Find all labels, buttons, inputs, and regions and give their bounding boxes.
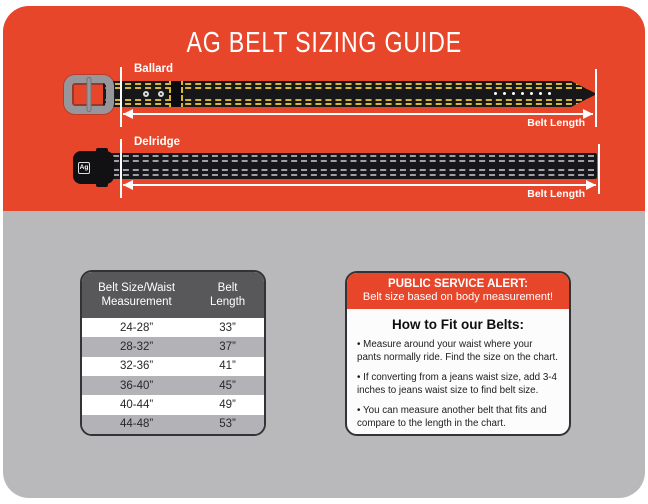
- alert-body: [347, 309, 569, 431]
- ballard-buckle: [64, 75, 114, 114]
- belt-holes: [494, 92, 551, 95]
- stitch-line: [113, 174, 594, 176]
- size-cell: 24-28”: [119, 321, 154, 334]
- table-body: [82, 318, 264, 434]
- col-header-length: Belt Length: [209, 281, 246, 308]
- size-chart-table: [80, 270, 266, 436]
- buckle-prong: [87, 77, 92, 112]
- length-cell: 53”: [219, 418, 236, 431]
- belt-hole: [143, 91, 149, 97]
- page-title-text: AG BELT SIZING GUIDE: [186, 27, 462, 59]
- length-cell: 45”: [219, 379, 236, 392]
- size-cell: 40-44”: [119, 398, 154, 411]
- alert-subtitle: Belt size based on body measurement!: [362, 291, 554, 303]
- page-title: [3, 27, 645, 60]
- length-cell: 33”: [219, 321, 236, 334]
- table-row: [82, 395, 264, 414]
- stitch-line: [113, 160, 594, 162]
- howto-heading: How to Fit our Belts:: [392, 317, 524, 332]
- tip-item: • You can measure another belt that fits and compare to the length in the chart.: [357, 405, 559, 431]
- ag-logo: Ag: [78, 162, 90, 174]
- table-header: [82, 272, 264, 318]
- ballard-strap: [103, 81, 597, 107]
- stitch-line: [113, 169, 594, 171]
- measure-line-start: [120, 139, 122, 198]
- belt-keeper: [169, 79, 183, 109]
- alert-box: [345, 271, 571, 436]
- alert-header: [347, 273, 569, 309]
- stitch-line: [113, 155, 594, 157]
- belt-hole: [158, 91, 164, 97]
- table-row: [82, 415, 264, 434]
- delridge-strap: [110, 153, 597, 179]
- length-arrow: [123, 184, 596, 186]
- table-row: [82, 376, 264, 395]
- length-cell: 49”: [219, 398, 236, 411]
- tips-list: [357, 339, 559, 431]
- size-cell: 28-32”: [119, 340, 154, 353]
- length-cell: 41”: [219, 360, 236, 373]
- ballard-name-label: Ballard: [134, 63, 173, 75]
- belt-length-label: Belt Length: [527, 117, 585, 129]
- delridge-buckle: [73, 151, 114, 184]
- col-header-size: Belt Size/Waist Measurement: [98, 281, 176, 308]
- measure-line-end: [595, 69, 597, 127]
- table-row: [82, 337, 264, 356]
- delridge-name-label: Delridge: [134, 136, 181, 148]
- length-arrow: [123, 113, 593, 115]
- tip-item: • Measure around your waist where your pants normally ride. Find the size on the chart.: [357, 339, 559, 365]
- table-row: [82, 318, 264, 337]
- measure-line-end: [598, 144, 600, 194]
- belt-length-label: Belt Length: [527, 188, 585, 200]
- measure-line-start: [120, 67, 122, 127]
- size-cell: 36-40”: [119, 379, 154, 392]
- tip-item: • If converting from a jeans waist size, add 3-4 inches to jeans waist size to find belt size.: [357, 372, 559, 398]
- alert-title: PUBLIC SERVICE ALERT:: [388, 278, 528, 290]
- sizing-guide-card: [3, 6, 645, 498]
- hero-section: [3, 6, 645, 211]
- size-cell: 44-48”: [119, 418, 154, 431]
- size-cell: 32-36”: [119, 360, 154, 373]
- length-cell: 37”: [219, 340, 236, 353]
- table-row: [82, 357, 264, 376]
